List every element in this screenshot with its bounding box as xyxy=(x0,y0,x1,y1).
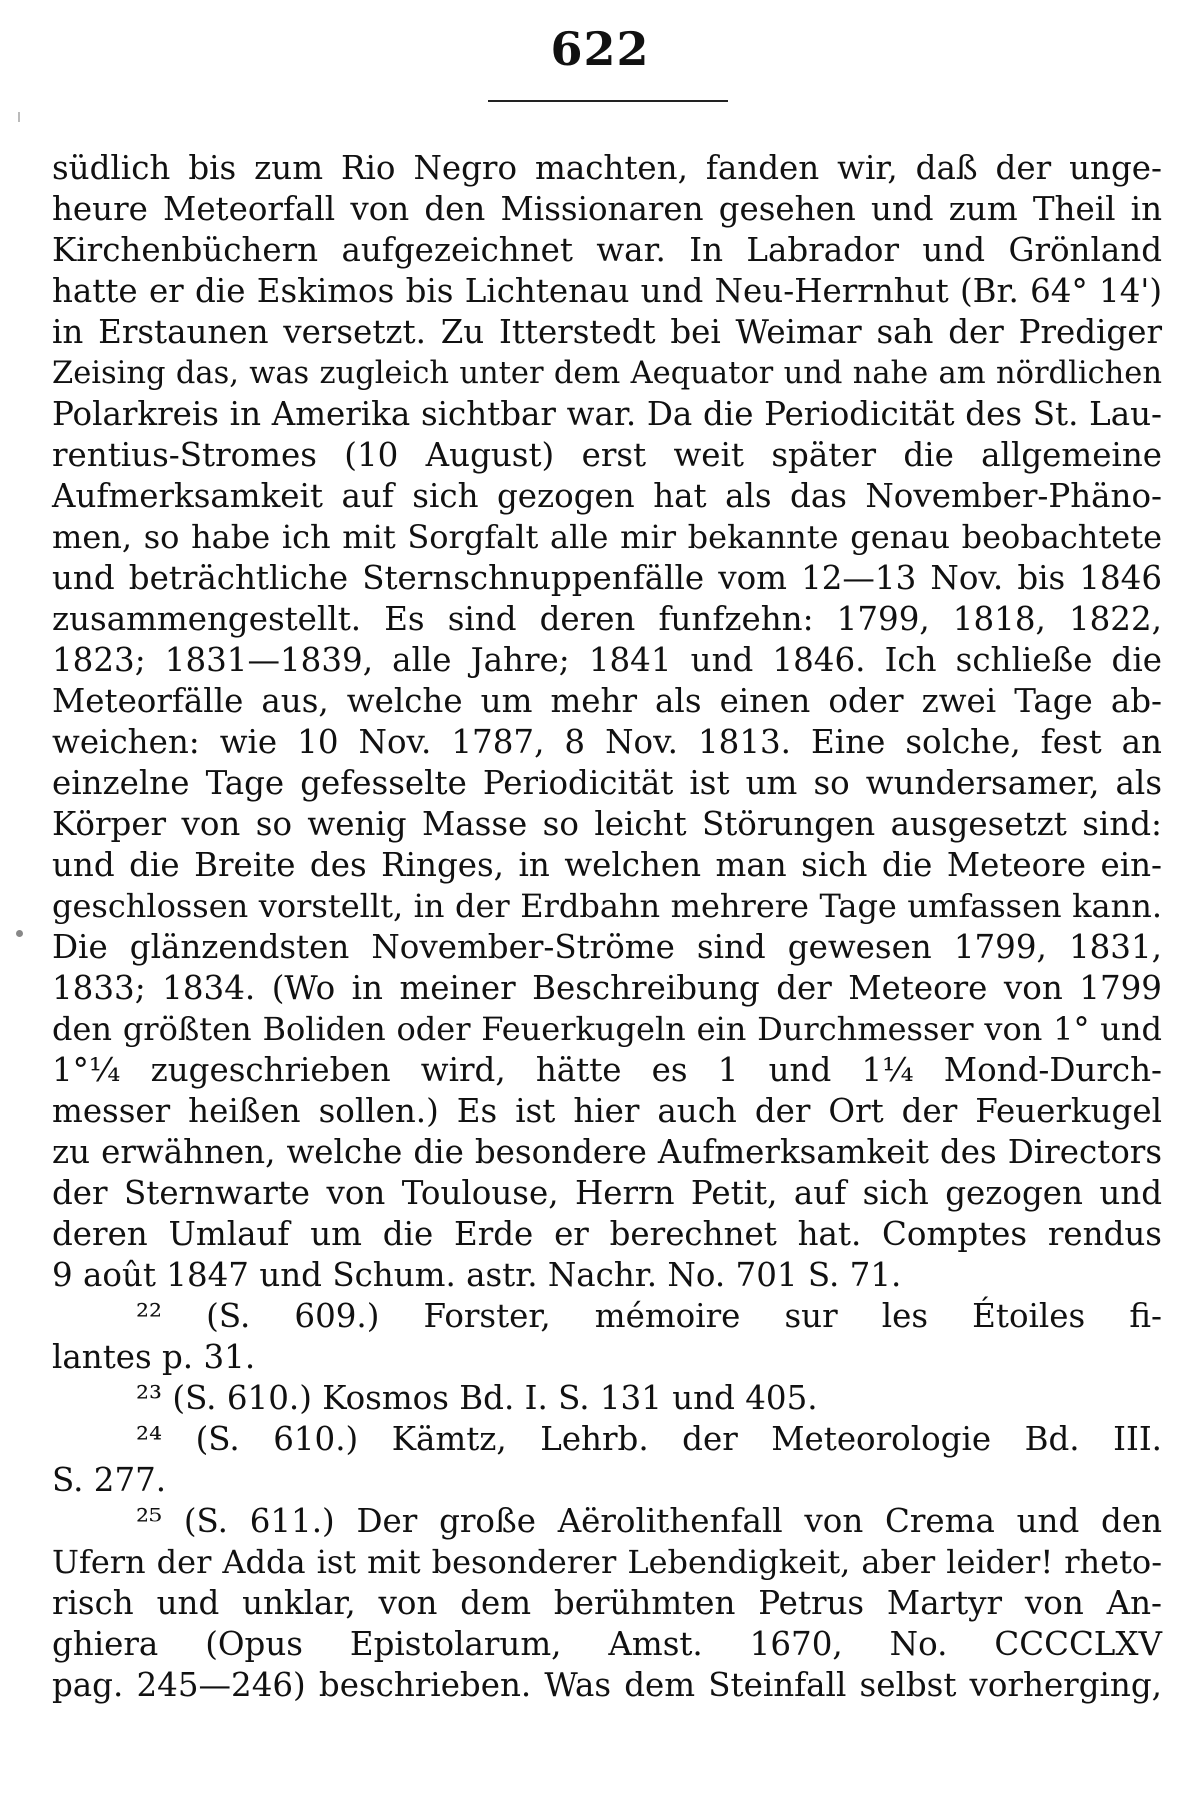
text-line: den größten Boliden oder Feuerkugeln ein Durchmesser von 1° und xyxy=(52,1010,1162,1048)
text-line: hatte er die Eskimos bis Lichtenau und Neu-Herrnhut (Br. 64° 14') xyxy=(52,272,1162,310)
text-line: der Sternwarte von Toulouse, Herrn Petit, auf sich gezogen und xyxy=(52,1174,1162,1212)
footnote-line: lantes p. 31. xyxy=(52,1338,256,1376)
text-line: rentius-Stromes (10 August) erst weit später die allgemeine xyxy=(52,436,1162,474)
text-line: in Erstaunen versetzt. Zu Itterstedt bei Weimar sah der Prediger xyxy=(52,313,1162,351)
text-line: Zeising das, was zugleich unter dem Aequator und nahe am nördlichen xyxy=(52,356,1162,391)
text-line: 1823; 1831—1839, alle Jahre; 1841 und 1846. Ich schließe die xyxy=(52,641,1162,679)
margin-mark xyxy=(18,112,20,122)
footnote-line: ²⁵ (S. 611.) Der große Aërolithenfall von Crema und den xyxy=(136,1502,1162,1540)
footnote-line: S. 277. xyxy=(52,1461,167,1499)
text-line: und beträchtliche Sternschnuppenfälle vom 12—13 Nov. bis 1846 xyxy=(52,559,1162,597)
text-line: Körper von so wenig Masse so leicht Störungen ausgesetzt sind: xyxy=(52,805,1162,843)
page-number: 622 xyxy=(550,22,650,76)
text-line: zusammengestellt. Es sind deren funfzehn: 1799, 1818, 1822, xyxy=(52,600,1162,638)
footnote-line: risch und unklar, von dem berühmten Petrus Martyr von An- xyxy=(52,1584,1162,1622)
footnote-line: ²² (S. 609.) Forster, mémoire sur les Étoiles fi- xyxy=(136,1297,1162,1335)
footnote-line: ghiera (Opus Epistolarum, Amst. 1670, No. CCCCLXV xyxy=(52,1625,1162,1663)
text-line: messer heißen sollen.) Es ist hier auch der Ort der Feuerkugel xyxy=(52,1092,1162,1130)
text-line: südlich bis zum Rio Negro machten, fanden wir, daß der unge- xyxy=(52,149,1162,187)
margin-dot xyxy=(16,930,23,937)
text-line: 9 août 1847 und Schum. astr. Nachr. No. 701 S. 71. xyxy=(52,1256,902,1294)
text-line: Die glänzendsten November-Ströme sind gewesen 1799, 1831, xyxy=(52,928,1162,966)
header-rule xyxy=(488,100,728,102)
text-line: Meteorfälle aus, welche um mehr als einen oder zwei Tage ab- xyxy=(52,682,1162,720)
footnote-line: ²⁴ (S. 610.) Kämtz, Lehrb. der Meteorologie Bd. III. xyxy=(136,1420,1162,1458)
text-block xyxy=(52,148,1162,1706)
footnote-line: pag. 245—246) beschrieben. Was dem Steinfall selbst vorherging, xyxy=(52,1666,1162,1704)
text-line: zu erwähnen, welche die besondere Aufmerksamkeit des Directors xyxy=(52,1133,1162,1171)
text-line: 1°¼ zugeschrieben wird, hätte es 1 und 1¼ Mond-Durch- xyxy=(52,1051,1162,1089)
text-line: Aufmerksamkeit auf sich gezogen hat als das November-Phäno- xyxy=(52,477,1162,515)
footnote-24 xyxy=(52,1419,1162,1501)
footnote-22 xyxy=(52,1296,1162,1378)
footnote-line: Ufern der Adda ist mit besonderer Lebendigkeit, aber leider! rheto- xyxy=(52,1543,1162,1581)
text-line: men, so habe ich mit Sorgfalt alle mir bekannte genau beobachtete xyxy=(52,518,1162,556)
text-line: 1833; 1834. (Wo in meiner Beschreibung der Meteore von 1799 xyxy=(52,969,1162,1007)
text-line: weichen: wie 10 Nov. 1787, 8 Nov. 1813. Eine solche, fest an xyxy=(52,723,1162,761)
text-line: einzelne Tage gefesselte Periodicität ist um so wundersamer, als xyxy=(52,764,1162,802)
text-line: geschlossen vorstellt, in der Erdbahn mehrere Tage umfassen kann. xyxy=(52,887,1162,925)
text-line: und die Breite des Ringes, in welchen man sich die Meteore ein- xyxy=(52,846,1162,884)
footnote-23 xyxy=(52,1378,1162,1419)
text-line: deren Umlauf um die Erde er berechnet hat. Comptes rendus xyxy=(52,1215,1162,1253)
footnote-25 xyxy=(52,1501,1162,1706)
text-line: Polarkreis in Amerika sichtbar war. Da die Periodicität des St. Lau- xyxy=(52,395,1162,433)
text-line: heure Meteorfall von den Missionaren gesehen und zum Theil in xyxy=(52,190,1162,228)
footnote-line: ²³ (S. 610.) Kosmos Bd. I. S. 131 und 405. xyxy=(136,1379,818,1417)
text-line: Kirchenbüchern aufgezeichnet war. In Labrador und Grönland xyxy=(52,231,1162,269)
main-paragraph xyxy=(52,148,1162,1296)
